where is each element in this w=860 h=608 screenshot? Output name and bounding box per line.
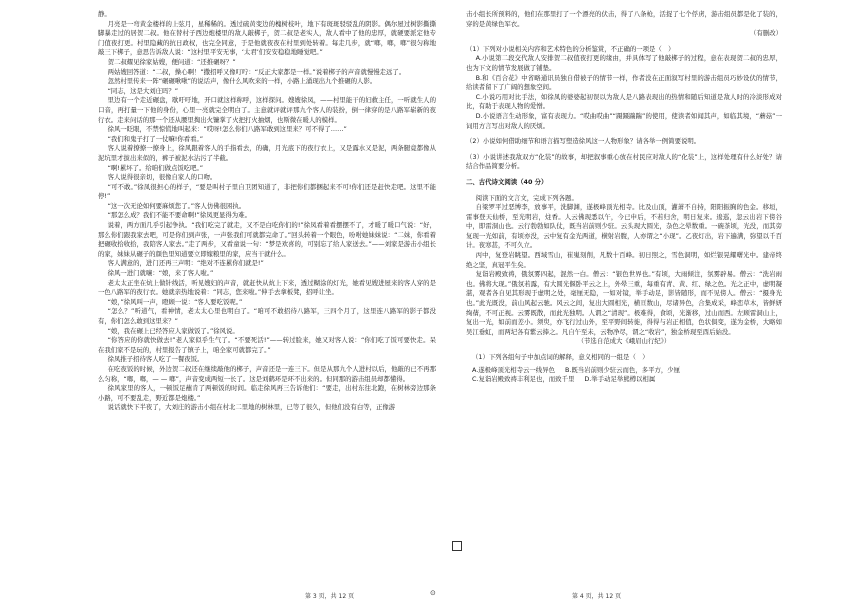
story-paragraph: “这一次无论如何要麻烦您了。”客人仿佛很困执。 — [107, 201, 246, 210]
story-paragraph: 徐风一进门就嚷：“娘，来了客人啦。” — [107, 269, 214, 278]
story-paragraph: 说话就快下半夜了，大刘庄的游击小组在村北二里地的树林里，已等了很久，但他们没有白等，正像游 — [107, 403, 396, 412]
page-number-right: 第 4 页，共 12 页 — [572, 593, 622, 600]
story-paragraph: 徐凤推子招待客人吃了一餐夜饭。 — [107, 355, 204, 364]
story-paragraph: 客人说得很亲切，很像自家人的口吻。 — [107, 173, 217, 182]
story-paragraph: “那怎么成？我们不能不要命啊!”徐凤更显得为难。 — [107, 211, 251, 220]
story-paragraph: “娘，我在碾上已经答应人家做饭了。”徐风说。 — [107, 326, 239, 335]
story-paragraph: 客人说着撩撩一撩身上，徐风跟着客人的手指看去，的确，月光底下的夜行衣上，又是露水又是泥，两条腿竟都像从泥坑里才拔出来似的，裤子被泥水沾污了半截。 — [98, 144, 436, 162]
passage-paragraph: 复诣岩殿致祷，俄氛雾四起，混然一白。僧云：“银色世界也。”有顷，大雨倾注，氛雾辟易。僧云：“洗岩雨也。佛将大现。”俄氛若露，有大圆光偃卧平云之上，外晕三重，每重有青、黄、红、绿之色。光之正中，虚明凝湛，观者各自见其形现于虚明之处，毫厘无隐，一如对镜，举手动足，影皆随形，而不见傍人。僧云：“摄身光也。”此光既没，前山风起云驰。风云之间，复出大圆相光，横亘数山，尽诸异色，合集成采，峰峦草木，皆鲜妍绚蒨，不可正视。云雾既散，而此光独明。人谓之“清现”。极难得，食顷，光渐移，过山而西。左顾雷洞山上，复出一光，如前而差小。须臾，亦飞行过山外，至平野间转徙，得得与岩正相值，色状俱变，遂为金桥，大略如吴江垂虹，而两圮各有紫云捧之。凡自午至未，云物净尽，谓之“收岩”，独金桥现至酉后始没。 — [466, 270, 782, 336]
question-4-option: D.举手动足举熊樽以相属 — [584, 375, 656, 384]
story-paragraph: 客人满意的，进门还再三声明：“绝对不连累你们就是!” — [107, 259, 264, 268]
story-paragraph: “同志，这是大刘庄吗？” — [107, 86, 179, 95]
story-paragraph: 两姑嫂回答道：“二叔，操心啊！”撒招呼又像叮咛：“反正大家都是一样。”说着梆子的声音就慢慢走远了。 — [107, 67, 406, 76]
question-4-option: B.既当岩前则少驻云而色，多平方，少厘 — [564, 365, 681, 374]
story-paragraph: 徐风家里的客人，一顿饭足蘸肯了两顿饭的时间。临走徐风再三告诉他们：“要走，出村东往北跑，在树林旁边那条小路，可不要乱走，野近都是炮楼。” — [98, 384, 436, 402]
story-paragraph: 忽然村里传来一阵“碾碾啾啾”的说话声，像什么风吹来的一样，小路上涌现出九个推碾的人影。 — [107, 77, 377, 86]
story-paragraph: 月亮是一弯黄金楼样的上弦月，星稀稀的。透过硫黄变边的槐树枝叶，地下有斑斑驳驳乱的阴影。偶尔屋过树影撕撕脚暴走过的居贺二叔。他在替村子西边炮楼里的敌人敲梆子，贺二叔是老实人，敌人看中了他的忠厚，就硬要派定他专门值夜打更。村里隐藏的抗日政权，也完全同意，于是他就夜夜在村里到处转着。每走几步，就“啷，啷，啷”很匀称地敲三下梆子，意思告诉敌人说：“这村里平安无事，‘太君’们安安稳稳地睡觉吧。” — [98, 19, 436, 57]
story-paragraph: 在吃夜饭的时候，外边贺二叔还在继续敲他的梆子，声音还是一连三下。但是从那九个人进村以后，他敲的已不再那么匀称，“啷，啷，— — 啷”，声音变成两短一长了。这是刘鹤环是环不出来的。但同那的游击组员却都懂得。 — [98, 364, 436, 383]
question-option: D.小说语言生动形象，富有表现力。“哎曲哎曲”“蹑蹑踹踹”的使用，使读者如闻其声，如临其境，“蘑菇”一词用方言写出对敌人的厌烦。 — [466, 111, 782, 130]
question-option: B.和《百合花》中省略通讯员独自借被子的情节一样，作者没在正面叙写村里的游击组员巧妙设伏的情节，给读者留下了广阔的想象空间。 — [466, 73, 782, 92]
story-paragraph: 贺二叔耀见徐家姑嫂，便问道：“还推碾呀？” — [107, 57, 236, 66]
right-column — [466, 10, 782, 584]
passage-intro: 阅读下面的文言文，完成下列各题。 — [475, 193, 578, 202]
story-ending: 击小组长所预料的，他们在那里打了一个漂亮的伏击，得了八条枪，活捉了七个俘虏，游击组员都是化了装的，穿的是黄绿色军衣。 — [466, 10, 782, 28]
story-paragraph: “你答应的你就快做去!”老人家似乎生气了。“不要死活!”——转过脸来，她又对客人说：“你们吃了饭可要快走。呆在我们家不是玩的，村里报告了镇子上，咱全家可就都完了。” — [98, 336, 436, 354]
excerpt-note: （有删改） — [750, 29, 782, 38]
center-mark-icon: ⊙ — [430, 589, 436, 597]
story-paragraph: “可不敢。”徐凤很担心的样子，“要是叫村子里自卫团知道了，非把你们都捆起来不可!你们还是赶快走吧。这里不能停!” — [98, 182, 436, 201]
question-4-option: A.遂极峰顶光相寺云一线异色 — [472, 365, 555, 374]
story-paragraph: “娘，”徐风叫一声，瞪顾一说：“客人要吃饭呢。” — [107, 297, 243, 306]
question-stem: （1）下列对小说相关内容和艺术特色的分析鉴赏，不正确的一项是（ ） — [466, 44, 675, 53]
passage-paragraph: 丙中，复登岩眺望。西域雪山，崔嵬刻削，凡数十百峰。初日照之，雪色洞明，如烂银晃耀曙光中。建帝终绝之坚，真冠平生矣。 — [466, 251, 782, 269]
classical-passage — [466, 203, 782, 337]
question-4-options — [466, 366, 782, 385]
passage-source: （节选自范成大《峨眉山行纪》） — [577, 337, 671, 346]
story-paragraph: “啊!累坏了。给咱们做点饭吃吧。” — [107, 163, 204, 172]
question-stem: （2）小说如何借助细节和语言描写塑造徐风这一人物形象？请各举一例简要说明。 — [466, 137, 701, 146]
story-paragraph: “我们和鬼子打了一仗嘛!你看看。” — [107, 134, 204, 143]
page-number-left: 第 3 页，共 12 页 — [305, 593, 355, 600]
question-option: C.小说巧用对比手法，如徐凤的婆婆起初误以为敌人是八路表现出的热情和随后知道是敌人时的冷淡形成对比，有助于表现人物的爱憎。 — [466, 92, 782, 111]
story-paragraph: 里边有一个走近碾盘，歇吁吁地，开口就这样称呼，这样探问。嫂嫂徐凤，——村里能干的妇救主任，一听就生人的口音，再打量一下他的身份，心里一亮就完全明白了。主意就评就评那九个客人的装扮，倒一律穿的是八路军崭新的夜行衣。走来问话的那一个还从腰里掏出火镰掌了火把打火抽烟，也斯微在暖人的模样。 — [98, 96, 436, 124]
section-heading: 二、古代诗文阅读（40 分） — [466, 177, 548, 186]
left-column — [98, 10, 436, 584]
passage-paragraph: 自梁罗平过恶博李，放事平，洗脚渊，遂极峰顶光相寺。比及山顶，灌萧不自持，阳阳振胸的色金。移垣，雷事登天仙桥，至光明岩，炷香。人云佛现悉以午，今已申后，不若归舍，明日复来。逡巡，忽云出岩下傍谷中，即雷洞山也。云行勃勃如队仗，既当岩前则少驻。云头现大圆光，杂色之晕数重。一碗茶顷，光没，而其旁复现一光如前，有顷亦没，云中复有金光两道，横射岩腹，人亦谓之“小现”。乙夜灯出，岩下遍满，弥望以千百计。夜寒甚，不可久立。 — [466, 203, 782, 250]
question-4-stem: （1）下列各组句子中加点词的解释，意义相同的一组是（ ） — [472, 353, 649, 361]
story-paragraph: 说着，两方面几乎引起争执。“我们吃完了就走，又不是白吃你们的!”徐凤看着看摆摆不了，才暖了暖口气说：“好，那么你们跟我家去吧，可是你们到声张，一声张我们可就都完命了。”回头转着一个眼色，吩咐她妹妹说：“二妹，你看着把碾收拾收拾，我陪客人家去。”走了两步，又看童说一句：“梦是欢喜的，可别忘了给人家送去。”——刘家是游击小组长的家，妹妹从碾子的颜色里知道要立即嫁粮里的家，应当干就什么。 — [98, 221, 436, 258]
story-paragraph: 老太太正坐在炕上做针线活，听见嫂妇的声音，就赶快从炕上下来，透过糊涂的灯光，她看见嫂进屋来的客人穿的是一色八路军的夜行衣。她就亲热地说着：“同志，您来啦。”伸手去拿板凳，招呼让坐。 — [98, 278, 436, 297]
story-paragraph: 徐风一眨眼，不禁惊慌地叫起来：“哎呀!怎么你们八路军敢到这里来？可不得了……” — [107, 125, 347, 134]
story-paragraph: 静。 — [98, 10, 111, 18]
answer-checkbox[interactable] — [452, 541, 462, 551]
story-paragraph: “怎么？”听道气，看神情，老太太心里也明白了。“咱可不敢招待八路军，三四个月了，这里连八路军的影子都没有，你们怎么敢到这里来？” — [98, 307, 436, 325]
question-stem: （3）小说讲述我敌双方“化装”的故事，却把叙事重心放在村民应对敌人的“化装”上，这样处理有什么好处？请结合作品简要分析。 — [466, 152, 782, 171]
question-option: A.小说第二段交代敌人安排贺二叔值夜打更的缘由，并具体写了他敲梆子的过程，意在表现贺二叔的忠厚，也为下文的情节发展做了铺垫。 — [466, 54, 782, 72]
question-list — [466, 45, 782, 172]
question-4-option: C.复诣岩殿致祷丰利足也，而致千里 — [472, 375, 575, 384]
